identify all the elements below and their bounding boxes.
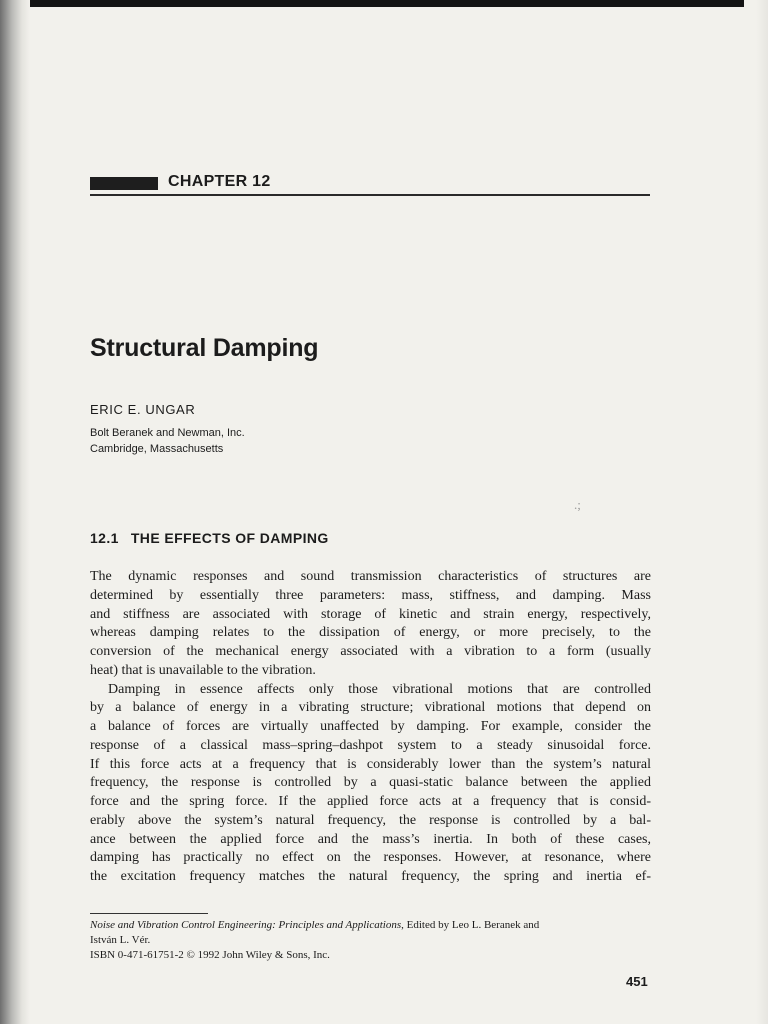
author-affiliation (90, 425, 245, 457)
text-line: by a balance of energy in a vibrating structure; vibrational motions that depend on (90, 700, 651, 716)
text-line: a balance of forces are virtually unaffected by damping. For example, consider the (90, 719, 651, 734)
text-line: conversion of the mechanical energy associated with a vibration to a form (usually (90, 644, 651, 659)
text-line: damping has practically no effect on the responses. However, at resonance, where (90, 850, 651, 866)
page-number: 451 (626, 974, 648, 989)
text-line: frequency, the response is controlled by a quasi-static balance between the applied (90, 775, 651, 791)
chapter-label: CHAPTER 12 (168, 173, 271, 190)
affiliation-line: Cambridge, Massachusetts (90, 443, 224, 455)
footnote-line: István L. Vér. (90, 934, 151, 946)
footnote-line (90, 918, 651, 933)
scan-top-edge (0, 0, 744, 7)
footnote-rule (90, 913, 208, 914)
footnote (90, 918, 651, 963)
text-line: response of a classical mass–spring–dashpot system to a steady sinusoidal force. (90, 737, 651, 753)
chapter-rule (90, 194, 650, 196)
text-line: force and the spring force. If the applied force acts at a frequency that is consid- (90, 794, 651, 809)
text-line: whereas damping relates to the dissipation of energy, or more precisely, to the (90, 625, 651, 641)
affiliation-line: Bolt Beranek and Newman, Inc. (90, 427, 245, 439)
chapter-title: Structural Damping (90, 334, 319, 362)
text-line: determined by essentially three parameters: mass, stiffness, and damping. Mass (90, 587, 651, 603)
author-name: ERIC E. UNGAR (90, 402, 196, 417)
book-title: Noise and Vibration Control Engineering: Principles and Applications (90, 919, 402, 931)
text-line: ance between the applied force and the mass’s inertia. In both of these cases, (90, 831, 651, 847)
text-line: heat) that is unavailable to the vibration. (90, 662, 316, 678)
section-title: THE EFFECTS OF DAMPING (130, 530, 329, 546)
text-line: erably above the system’s natural frequency, the response is controlled by a bal- (90, 812, 651, 828)
page-right-edge (756, 0, 768, 1024)
body-text (90, 568, 651, 887)
footnote-line: ISBN 0-471-61751-2 © 1992 John Wiley & Sons, Inc. (90, 949, 330, 961)
chapter-marker-bar (90, 177, 158, 190)
text-line: If this force acts at a frequency that is considerably lower than the system’s natural (90, 756, 651, 772)
section-number: 12.1 (90, 530, 119, 546)
margin-mark: .; (574, 497, 581, 512)
text-line: the excitation frequency matches the natural frequency, the spring and inertia ef- (90, 869, 651, 884)
page-spine-shadow (0, 0, 30, 1024)
section-heading (90, 530, 329, 546)
edited-by: , Edited by Leo L. Beranek and (401, 919, 540, 931)
text-line: Damping in essence affects only those vibrational motions that are controlled (108, 681, 651, 697)
text-line: The dynamic responses and sound transmission characteristics of structures are (90, 569, 651, 584)
text-line: and stiffness are associated with storage of kinetic and strain energy, respectively, (90, 606, 651, 622)
